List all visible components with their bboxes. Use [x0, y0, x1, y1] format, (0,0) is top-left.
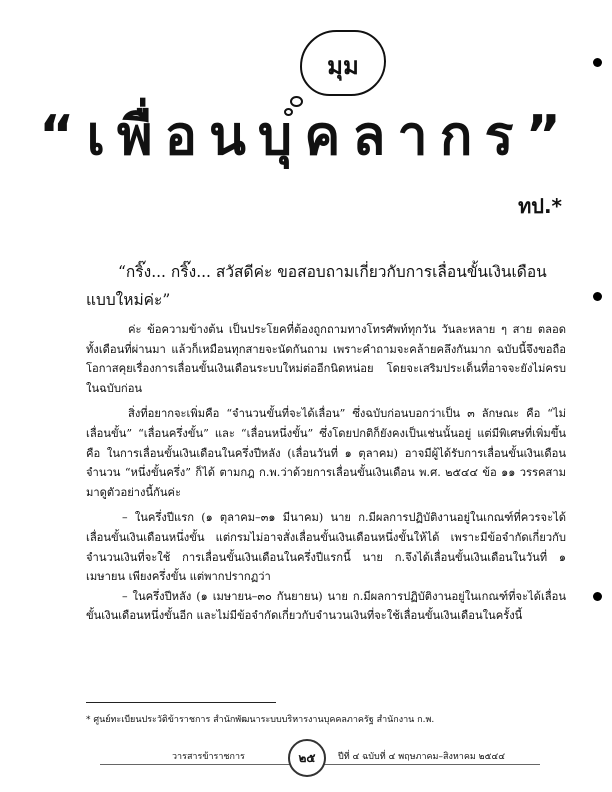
article-title: “เพื่อนบุคลากร”: [39, 104, 573, 167]
page-number: ๒๕: [288, 739, 326, 777]
footnote-rule: [86, 702, 276, 703]
page-footer: [0, 737, 612, 777]
opening-question: “กริ๊ง... กริ๊ง... สวัสดีค่ะ ขอสอบถามเกี่ยวกับการเลื่อนขั้นเงินเดือนแบบใหม่ค่ะ”: [86, 263, 547, 309]
footnote: * ศูนย์ทะเบียนประวัติข้าราชการ สำนักพัฒนาระบบบริหารงานบุคคลภาครัฐ สำนักงาน ก.พ.: [86, 715, 435, 725]
author-initials: ทป.*: [518, 194, 562, 218]
punch-hole: [593, 292, 602, 301]
issue-info: ปีที่ ๔ ฉบับที่ ๔ พฤษภาคม–สิงหาคม ๒๕๔๔: [338, 752, 506, 762]
body-paragraph: ค่ะ ข้อความข้างต้น เป็นประโยคที่ต้องถูกถามทางโทรศัพท์ทุกวัน วันละหลาย ๆ สาย ตลอดทั้งเดือนที่ผ่านมา แล้วก็เหมือนทุกสายจะนัดกันถาม เพราะคำถามจะคล้ายคลึงกันมาก ฉบับนี้จึงขอถือโอกาสคุยเรื่องการเลื่อนขั้นเงินเดือนระบบใหม่ต่ออีกนิดหน่อย โดยจะเสริมประเด็นที่อาจจะยังไม่ครบในฉบับก่อน: [86, 323, 566, 395]
body-paragraph: – ในครึ่งปีแรก (๑ ตุลาคม–๓๑ มีนาคม) นาย ก.มีผลการปฏิบัติงานอยู่ในเกณฑ์ที่ควรจะได้เลื่อนขั้นเงินเดือนหนึ่งขั้น แต่กรมไม่อาจสั่งเลื่อนขั้นเงินเดือนหนึ่งขั้นให้ได้ เพราะมีข้อจำกัดเกี่ยวกับจำนวนเงินที่จะใช้ การเลื่อนขั้นเงินเดือนในครึ่งปีแรกนี้ นาย ก.จึงได้เลื่อนขั้นเงินเดือนในวันที่ ๑ เมษายน เพียงครึ่งขั้น แต่พากปรากฏว่า: [86, 511, 566, 584]
body-paragraph: – ในครึ่งปีหลัง (๑ เมษายน–๓๐ กันยายน) นาย ก.มีผลการปฏิบัติงานอยู่ในเกณฑ์ที่จะได้เลื่อนขั้นเงินเดือนหนึ่งขั้นอีก และไม่มีข้อจำกัดเกี่ยวกับจำนวนเงินที่จะใช้เลื่อนขั้นเงินเดือนในครั้งนี้: [86, 589, 566, 623]
thought-bubble: [300, 30, 386, 96]
body-paragraph: สิ่งที่อยากจะเพิ่มคือ “จำนวนขั้นที่จะได้เลื่อน” ซึ่งฉบับก่อนบอกว่าเป็น ๓ ลักษณะ คือ “ไม่เลื่อนขั้น” “เลื่อนครึ่งขั้น” และ “เลื่อนหนึ่งขั้น” ซึ่งโดยปกติก็ยังคงเป็นเช่นนั้นอยู่ แต่มีพิเศษที่เพิ่มขึ้นคือ ในการเลื่อนขั้นเงินเดือนในครึ่งปีหลัง (เลื่อนวันที่ ๑ ตุลาคม) อาจมีผู้ได้รับการเลื่อนขั้นเงินเดือนจำนวน “หนึ่งขั้นครึ่ง” ก็ได้ ตามกฎ ก.พ.ว่าด้วยการเลื่อนขั้นเงินเดือน พ.ศ. ๒๕๔๔ ข้อ ๑๑ วรรคสาม มาดูตัวอย่างนี้กันค่ะ: [86, 407, 566, 499]
punch-hole: [593, 592, 602, 601]
journal-name: วารสารข้าราชการ: [172, 752, 245, 762]
column-label: มุม: [327, 52, 359, 80]
article-body: [86, 320, 566, 626]
punch-hole: [593, 58, 602, 67]
